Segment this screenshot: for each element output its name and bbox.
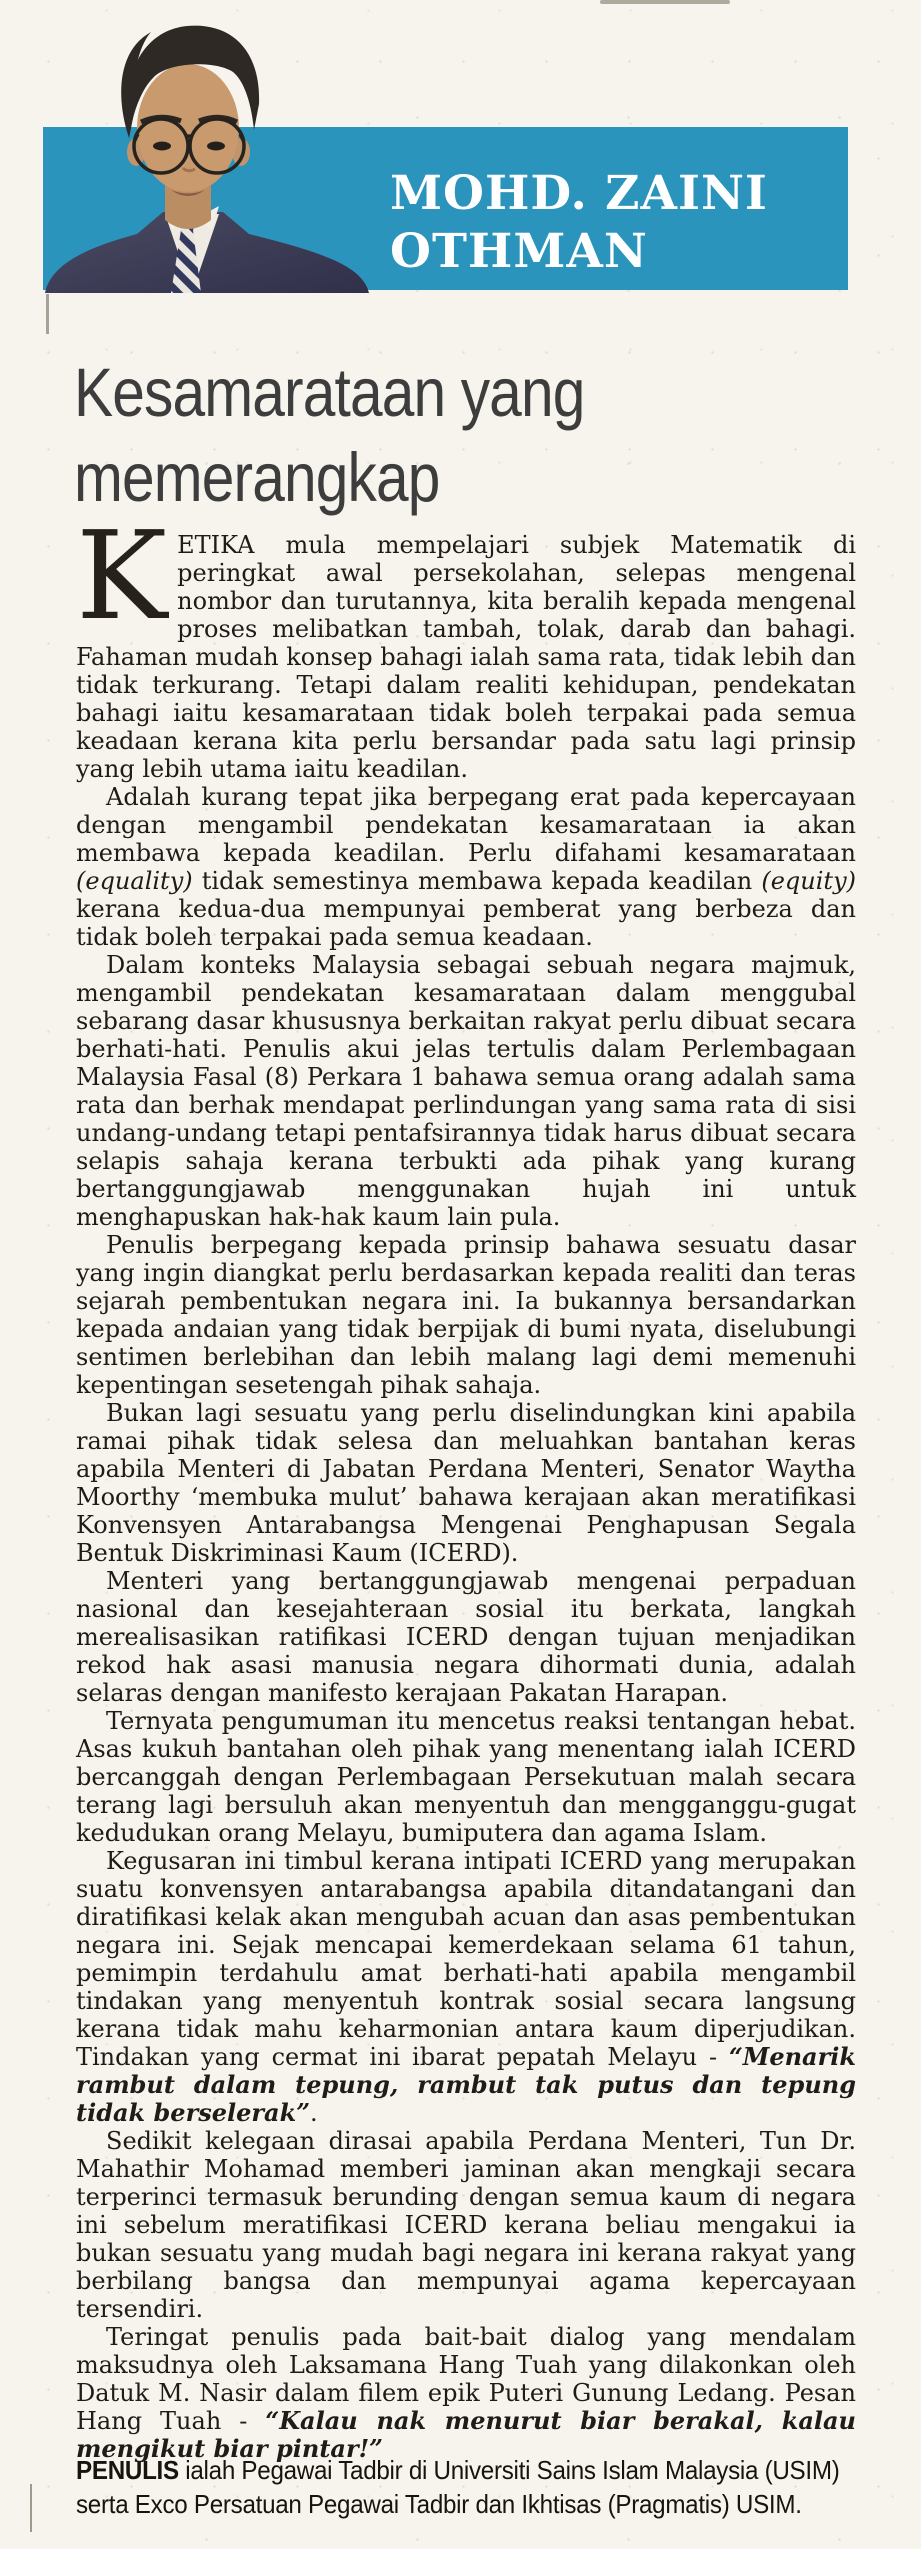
text-run: ETIKA mula mempelajari subjek Matematik di peringkat awal persekolahan, selepas mengenal nombor dan turutannya, kita beralih kepada mengenal proses melibatkan tambah, tolak, darab dan bahagi. Fahaman mudah konsep bahagi ialah sama rata, tidak lebih dan tidak terkurang. Tetapi dalam realiti kehidupan, pendekatan bahagi iaitu kesamarataan tidak boleh terpakai pada semua keadaan kerana kita perlu bersandar pada satu lagi prinsip yang lebih utama iaitu keadilan. [76, 531, 856, 783]
text-run: Ternyata pengumuman itu mencetus reaksi tentangan hebat. Asas kukuh bantahan oleh pihak yang menentang ialah ICERD bercanggah dengan Perlembagaan Persekutuan malah secara terang lagi bersuluh akan menyentuh dan mengganggu-gugat kedudukan orang Melayu, bumiputera dan agama Islam. [76, 1707, 856, 1847]
footnote-line2: serta Exco Persatuan Pegawai Tadbir dan Ikhtisas (Pragmatis) USIM. [76, 2489, 802, 2519]
text-run: Menteri yang bertanggungjawab mengenai perpaduan nasional dan kesejahteraan sosial itu berkata, langkah merealisasikan ratifikasi ICERD dengan tujuan menjadikan rekod hak asasi manusia negara dihormati dunia, adalah selaras dengan manifesto kerajaan Pakatan Harapan. [76, 1567, 856, 1707]
scan-artifact [46, 294, 49, 334]
article-body [76, 505, 856, 2463]
text-run: Bukan lagi sesuatu yang perlu diselindungkan kini apabila ramai pihak tidak selesa dan meluahkan bantahan keras apabila Menteri di Jabatan Perdana Menteri, Senator Waytha Moorthy ‘membuka mulut’ bahawa kerajaan akan meratifikasi Konvensyen Antarabangsa Mengenai Penghapusan Segala Bentuk Diskriminasi Kaum (ICERD). [76, 1399, 856, 1567]
text-run: tidak semestinya membawa kepada keadilan [192, 867, 762, 895]
body-paragraph [76, 1399, 856, 1567]
body-paragraph [76, 2127, 856, 2323]
body-paragraph [76, 951, 856, 1231]
body-paragraph [76, 505, 856, 783]
head [121, 26, 259, 229]
text-run: (equity) [761, 867, 856, 895]
article-title [74, 350, 584, 520]
body-paragraph [76, 1231, 856, 1399]
author-name [390, 165, 768, 281]
author-portrait [35, 6, 375, 293]
body-paragraph [76, 2323, 856, 2463]
drop-cap: K [76, 505, 168, 647]
title-line1: Kesamarataan yang [74, 354, 585, 431]
author-name-line2: OTHMAN [390, 224, 648, 279]
text-run: “Kalau nak menurut biar berakal, kalau mengikut biar pintar!” [76, 2406, 856, 2463]
body-paragraph [76, 783, 856, 951]
text-run: Sedikit kelegaan dirasai apabila Perdana Menteri, Tun Dr. Mahathir Mohamad memberi jaminan akan mengkaji secara terperinci termasuk berunding dengan semua kaum di negara ini sebelum meratifikasi ICERD kerana beliau mengakui ia bukan sesuatu yang mudah bagi negara ini kerana rakyat yang berbilang bangsa dan mempunyai agama kepercayaan tersendiri. [76, 2127, 856, 2323]
scan-artifact [30, 2484, 32, 2532]
scan-artifact [600, 0, 730, 4]
text-run: kerana kedua-dua mempunyai pemberat yang berbeza dan tidak boleh terpakai pada semua keadaan. [76, 895, 856, 951]
body-paragraph [76, 1567, 856, 1707]
author-footnote [76, 2453, 876, 2521]
text-run: Kegusaran ini timbul kerana intipati ICERD yang merupakan suatu konvensyen antarabangsa apabila ditandatangani dan diratifikasi kelak akan mengubah acuan dan asas pembentukan negara ini. Sejak mencapai kemerdekaan selama 61 tahun, pemimpin terdahulu amat berhati-hati apabila mengambil tindakan yang menyentuh kontrak sosial secara langsung kerana tidak mahu keharmonian antara kaum diperjudikan. Tindakan yang cermat ini ibarat pepatah Melayu - [76, 1847, 856, 2071]
footnote-line1: ialah Pegawai Tadbir di Universiti Sains Islam Malaysia (USIM) [178, 2455, 840, 2485]
text-run: (equality) [76, 867, 193, 895]
text-run: Dalam konteks Malaysia sebagai sebuah negara majmuk, mengambil pendekatan kesamarataan dalam menggubal sebarang dasar khususnya berkaitan rakyat perlu dibuat secara berhati-hati. Penulis akui jelas tertulis dalam Perlembagaan Malaysia Fasal (8) Perkara 1 bahawa semua orang adalah sama rata dan berhak mendapat perlindungan yang sama rata di sisi undang-undang tetapi pentafsirannya tidak harus dibuat secara selapis sahaja kerana terbukti ada pihak yang kurang bertanggungjawab menggunakan hujah ini untuk menghapuskan hak-hak kaum lain pula. [76, 951, 856, 1231]
body-paragraph [76, 1847, 856, 2127]
author-name-line1: MOHD. ZAINI [390, 166, 768, 221]
footnote-label: PENULIS [76, 2455, 179, 2485]
title-line2: memerangkap [74, 439, 440, 516]
text-run: Penulis berpegang kepada prinsip bahawa sesuatu dasar yang ingin diangkat perlu berdasarkan kepada realiti dan teras sejarah pembentukan negara ini. Ia bukannya bersandarkan kepada andaian yang tidak berpijak di bumi nyata, diselubungi sentimen berlebihan dan lebih malang lagi demi memenuhi kepentingan sesetengah pihak sahaja. [76, 1231, 856, 1399]
text-run: Adalah kurang tepat jika berpegang erat pada kepercayaan dengan mengambil pendekatan kesamarataan ia akan membawa kepada keadilan. Perlu difahami kesamarataan [76, 783, 856, 867]
text-run: “Menarik rambut dalam tepung, rambut tak putus dan tepung tidak berselerak” [76, 2042, 856, 2127]
text-run: . [310, 2099, 318, 2127]
body-paragraph [76, 1707, 856, 1847]
text-run: Teringat penulis pada bait-bait dialog yang mendalam maksudnya oleh Laksamana Hang Tuah yang dilakonkan oleh Datuk M. Nasir dalam filem epik Puteri Gunung Ledang. Pesan Hang Tuah - [76, 2323, 856, 2435]
